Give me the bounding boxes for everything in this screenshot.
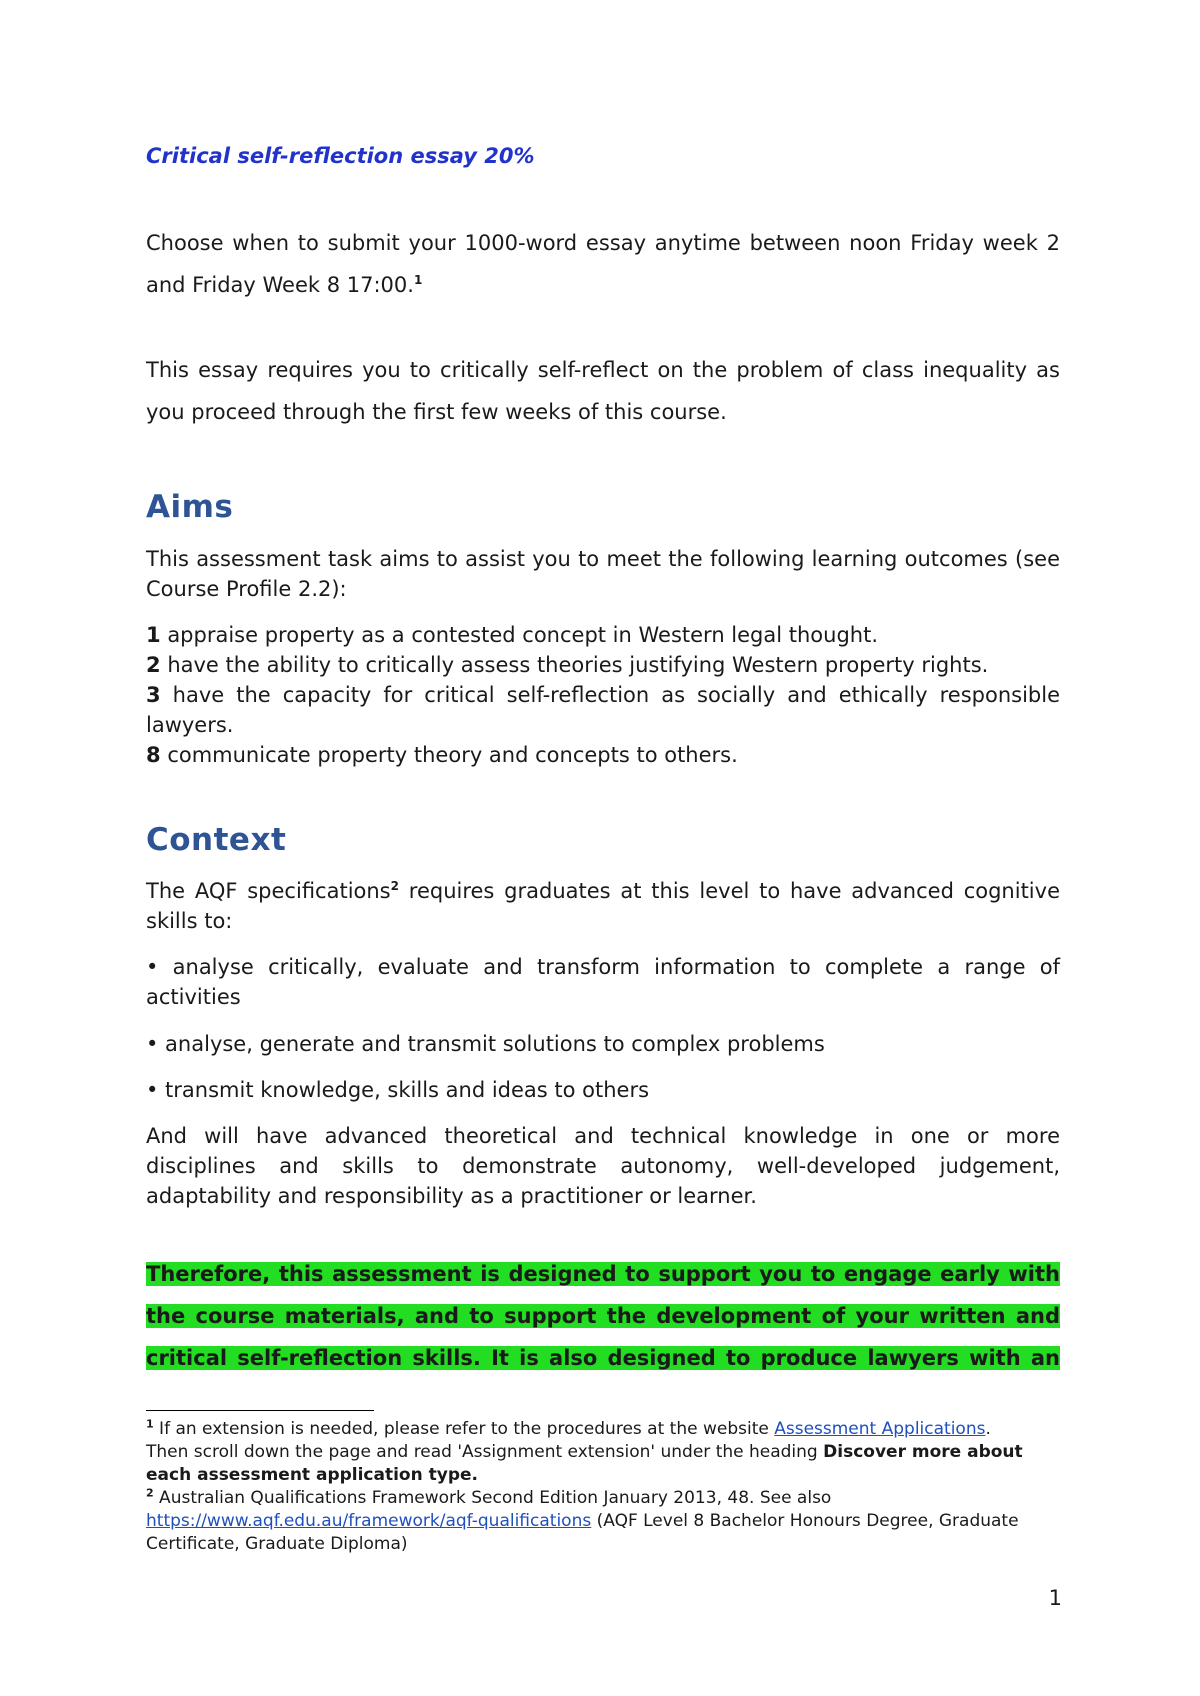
intro-paragraph-2: This essay requires you to critically self-reflect on the problem of class inequality as you proceed through the first few weeks of this course. — [146, 358, 1060, 424]
context-closing-paragraph: And will have advanced theoretical and technical knowledge in one or more disciplines and skills to demonstrate autonomy, well-developed judgement, adaptability and responsibility as a practitioner or learner. — [146, 1124, 1060, 1208]
outcome-text: appraise property as a contested concept in Western legal thought. — [167, 623, 879, 647]
outcome-text: have the capacity for critical self-reflection as socially and ethically responsible lawyers. — [146, 683, 1060, 737]
learning-outcomes-list — [146, 620, 1060, 770]
outcome-number: 8 — [146, 743, 161, 767]
footnote-ref-2[interactable]: 2 — [390, 879, 399, 893]
context-lead-text-a: The AQF specifications — [146, 879, 391, 903]
learning-outcome-item — [146, 620, 1060, 650]
footnote-1-number: 1 — [146, 1417, 154, 1431]
context-lead-text-b: requires graduates at this level to have advanced cognitive skills to: — [146, 879, 1060, 933]
aqf-qualifications-link[interactable]: https://www.aqf.edu.au/framework/aqf-qualifications — [146, 1511, 592, 1531]
outcome-text: communicate property theory and concepts to others. — [167, 743, 738, 767]
context-heading: Context — [146, 822, 287, 858]
outcome-number: 3 — [146, 683, 161, 707]
assessment-applications-link[interactable]: Assessment Applications — [774, 1419, 986, 1439]
highlighted-text: critical self-reflection skills. It is also designed to produce lawyers with an — [146, 1346, 1060, 1370]
footnote-1-bold-heading: Discover more about each assessment application type. — [146, 1442, 1023, 1485]
learning-outcome-item — [146, 680, 1060, 740]
footnote-2-number: 2 — [146, 1486, 154, 1500]
intro-paragraph-1 — [146, 222, 1060, 306]
footnote-1-text-c: Then scroll down the page and read 'Assignment extension' under the heading — [146, 1442, 824, 1462]
context-bullet: • analyse, generate and transmit solutions to complex problems — [146, 1032, 825, 1056]
highlighted-paragraph — [146, 1253, 1060, 1379]
context-bullet: • analyse critically, evaluate and transform information to complete a range of activities — [146, 955, 1060, 1009]
learning-outcome-item — [146, 650, 1060, 680]
footnote-2-text-b: (AQF Level 8 Bachelor Honours Degree, Graduate Certificate, Graduate Diploma) — [146, 1511, 1019, 1554]
footnote-1-text-b: . — [985, 1419, 991, 1439]
footnote-2-text-a: Australian Qualifications Framework Second Edition January 2013, 48. See also — [153, 1488, 832, 1508]
footnote-separator — [146, 1410, 374, 1411]
highlighted-line — [146, 1253, 1060, 1295]
aims-heading: Aims — [146, 489, 234, 525]
highlighted-line — [146, 1337, 1060, 1379]
intro-paragraph-1-text: Choose when to submit your 1000-word essay anytime between noon Friday week 2 and Friday Week 8 17:00. — [146, 231, 1060, 297]
outcome-text: have the ability to critically assess theories justifying Western property rights. — [167, 653, 989, 677]
learning-outcome-item — [146, 740, 1060, 770]
highlighted-text: Therefore, this assessment is designed to support you to engage early with — [146, 1262, 1060, 1286]
context-lead-paragraph — [146, 876, 1060, 936]
outcome-number: 2 — [146, 653, 161, 677]
outcome-number: 1 — [146, 623, 161, 647]
highlighted-line — [146, 1295, 1060, 1337]
footnote-1 — [146, 1418, 1060, 1487]
context-bullet: • transmit knowledge, skills and ideas to others — [146, 1078, 650, 1102]
footnote-ref-1[interactable]: 1 — [413, 273, 423, 287]
footnote-1-text-a: If an extension is needed, please refer to the procedures at the website — [153, 1419, 775, 1439]
highlighted-text: the course materials, and to support the development of your written and — [146, 1304, 1060, 1328]
document-title: Critical self-reflection essay 20% — [146, 144, 535, 168]
footnote-2 — [146, 1487, 1060, 1556]
aims-lead-paragraph: This assessment task aims to assist you to meet the following learning outcomes (see Course Profile 2.2): — [146, 547, 1060, 601]
page-number: 1 — [1048, 1586, 1062, 1610]
